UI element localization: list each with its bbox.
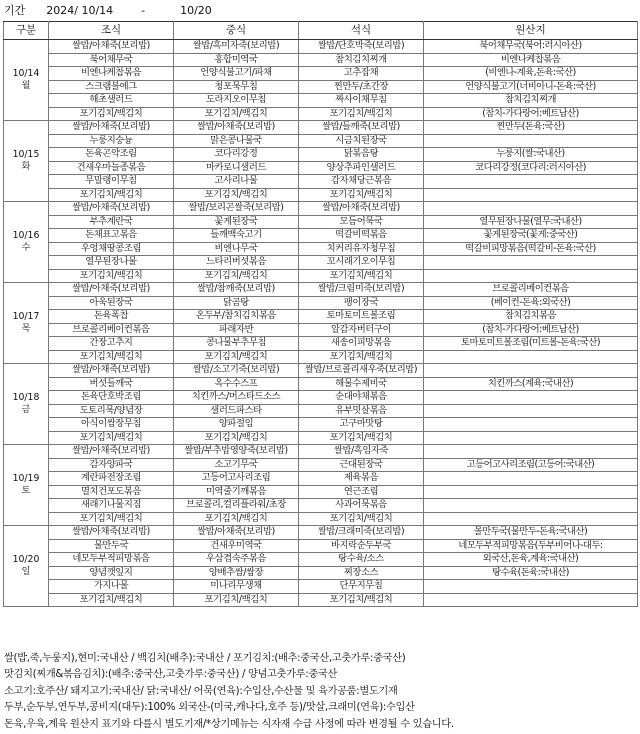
table-row (4, 377, 638, 391)
table-row (4, 593, 638, 607)
breakfast-cell: 멸치건포도볶음 (49, 485, 174, 499)
table-row (4, 526, 638, 540)
lunch-cell: 포기김치/백김치 (174, 188, 299, 202)
period-header (4, 3, 636, 19)
table-row (4, 418, 638, 432)
day-date: 10/15 (12, 148, 40, 160)
lunch-cell: 언양식불고기/파채 (174, 67, 299, 81)
breakfast-cell: 누룽지숭늉 (49, 134, 174, 148)
table-row (4, 296, 638, 310)
origin-cell: 외국산,돈육,계육:국내산) (424, 553, 638, 567)
dinner-cell: 탕수육/소스 (299, 553, 424, 567)
period-separator: - (141, 4, 146, 17)
table-row (4, 566, 638, 580)
origin-cell: (비엔나-계육,돈육:국산) (424, 67, 638, 81)
day-date: 10/19 (12, 472, 40, 484)
origin-cell (424, 134, 638, 148)
table-row (4, 175, 638, 189)
origin-cell (424, 269, 638, 283)
table-row (4, 431, 638, 445)
breakfast-cell: 쌀밥/아채죽(보리밥) (49, 364, 174, 378)
day-cell (4, 40, 49, 121)
day-weekday: 수 (21, 242, 31, 253)
day-weekday: 목 (21, 323, 31, 334)
breakfast-cell: 열무된장나물 (49, 256, 174, 270)
table-row (4, 161, 638, 175)
lunch-cell: 치킨까스/머스타드소스 (174, 391, 299, 405)
day-date: 10/16 (12, 229, 40, 241)
lunch-cell: 고사리나물 (174, 175, 299, 189)
dinner-cell: 찐만두/초간장 (299, 80, 424, 94)
dinner-cell: 바지락순두부국 (299, 539, 424, 553)
breakfast-cell: 돈육폭찹 (49, 310, 174, 324)
dinner-cell: 알감자버터구이 (299, 323, 424, 337)
origin-cell (424, 499, 638, 513)
origin-cell: 탕수육(돈육:국내산) (424, 566, 638, 580)
dinner-cell: 쌀밥/크림미죽(보리밥) (299, 283, 424, 297)
origin-cell (424, 202, 638, 216)
table-row (4, 553, 638, 567)
dinner-cell: 팽이장국 (299, 296, 424, 310)
breakfast-cell: 포기김치/백김치 (49, 188, 174, 202)
breakfast-cell: 간장고추지 (49, 337, 174, 351)
origin-cell: 몰만두국(물만두-돈육:국내산) (424, 526, 638, 540)
origin-cell (424, 431, 638, 445)
breakfast-cell: 스크램블에그 (49, 80, 174, 94)
lunch-cell: 청포묵무침 (174, 80, 299, 94)
lunch-cell: 쌀밥/흑미자죽(보리밥) (174, 40, 299, 54)
table-row (4, 391, 638, 405)
dinner-cell: 꼬시래기오이무침 (299, 256, 424, 270)
origin-cell (424, 256, 638, 270)
dinner-cell: 쌀밥/흑임자죽 (299, 445, 424, 459)
breakfast-cell: 쌀밥/아채죽(보리밥) (49, 445, 174, 459)
origin-cell (424, 404, 638, 418)
origin-cell (424, 472, 638, 486)
day-cell (4, 445, 49, 526)
table-row (4, 580, 638, 594)
origin-cell: 치킨까스(계육:국내산) (424, 377, 638, 391)
origin-cell (424, 485, 638, 499)
dinner-cell: 해물수제비국 (299, 377, 424, 391)
lunch-cell: 포기김치/백김치 (174, 512, 299, 526)
dinner-cell: 양상추파인샐러드 (299, 161, 424, 175)
header-origin: 원산지 (424, 22, 638, 40)
table-row (4, 472, 638, 486)
origin-cell (424, 512, 638, 526)
lunch-cell: 포기김치/백김치 (174, 593, 299, 607)
table-row (4, 40, 638, 54)
table-row (4, 350, 638, 364)
weekly-menu-table (3, 21, 638, 607)
lunch-cell: 포기김치/백김치 (174, 107, 299, 121)
period-label: 기간 (4, 4, 26, 17)
table-row (4, 445, 638, 459)
table-row (4, 242, 638, 256)
origin-cell: 누룽지(쌀:국내산) (424, 148, 638, 162)
origin-cell: 고등어고사리조림(고등어:국내산) (424, 458, 638, 472)
origin-cell (424, 445, 638, 459)
lunch-cell: 미나리무생채 (174, 580, 299, 594)
lunch-cell: 포기김치/백김치 (174, 269, 299, 283)
breakfast-cell: 계란파전장조림 (49, 472, 174, 486)
footer-line: 소고기:호주산/ 돼지고기:국내산/ 닭:국내산/ 어묵(연육):수입산,수산물 및 육가공품:별도기재 (4, 685, 398, 697)
day-date: 10/18 (12, 391, 40, 403)
table-row (4, 94, 638, 108)
day-cell (4, 202, 49, 283)
table-row (4, 134, 638, 148)
table-row (4, 256, 638, 270)
origin-cell: 언양식불고기(너비아니-돈육:국산) (424, 80, 638, 94)
footer-line: 돈육,우육,계육 원산지 표기와 다를시 별도기재/*상기메뉴는 식자재 수급 사정에 따라 변경될 수 있습니다. (4, 718, 454, 730)
origin-cell: 참치김치찌개 (424, 94, 638, 108)
day-cell (4, 526, 49, 607)
day-date: 10/17 (12, 310, 40, 322)
day-cell (4, 283, 49, 364)
dinner-cell: 시금치된장국 (299, 134, 424, 148)
dinner-cell: 고추잡채 (299, 67, 424, 81)
footer-line: 쌀(밥,죽,누룽지),현미:국내산 / 백김치(배추):국내산 / 포기김치:(배추:중국산,고춧가루:중국산) (4, 653, 406, 664)
dinner-cell: 포기김치/백김치 (299, 350, 424, 364)
table-row (4, 202, 638, 216)
origin-cell: 참치김치볶음 (424, 310, 638, 324)
breakfast-cell: 브로콜리베이컨볶음 (49, 323, 174, 337)
dinner-cell: 순대야채볶음 (299, 391, 424, 405)
lunch-cell: 도라지오이무침 (174, 94, 299, 108)
lunch-cell: 마카로니샐러드 (174, 161, 299, 175)
table-row (4, 80, 638, 94)
dinner-cell: 유부밋살볶음 (299, 404, 424, 418)
table-row (4, 188, 638, 202)
lunch-cell: 양파절임 (174, 418, 299, 432)
period-end: 10/20 (180, 4, 212, 17)
origin-cell (424, 188, 638, 202)
lunch-cell: 코다리강정 (174, 148, 299, 162)
breakfast-cell: 가지나물 (49, 580, 174, 594)
dinner-cell: 쌀밥/단호박죽(보리밥) (299, 40, 424, 54)
origin-cell (424, 364, 638, 378)
table-row (4, 539, 638, 553)
dinner-cell: 떡갈비떡볶음 (299, 229, 424, 243)
origin-cell (424, 175, 638, 189)
origin-cell: 브로콜리베이컨볶음 (424, 283, 638, 297)
table-row (4, 269, 638, 283)
breakfast-cell: 양념깻잎지 (49, 566, 174, 580)
origin-cell: 북어채무국(북어:러시아산) (424, 40, 638, 54)
dinner-cell: 짜사이채무침 (299, 94, 424, 108)
dinner-cell: 쌀밥/브로콜리새우죽(보리밥) (299, 364, 424, 378)
origin-cell: (베이컨-돈육:외국산) (424, 296, 638, 310)
origin-cell: (참치-가다랑어:베트남산) (424, 323, 638, 337)
lunch-cell: 옥수수스프 (174, 377, 299, 391)
breakfast-cell: 네모두부적피망볶음 (49, 553, 174, 567)
footer-line: 맛김치(찌개&볶음김치):(배추:중국산,고춧가루:중국산) / 양념고춧가루:중국산 (4, 669, 338, 681)
table-row (4, 53, 638, 67)
day-weekday: 화 (21, 161, 31, 172)
lunch-cell: 건새우미역국 (174, 539, 299, 553)
breakfast-cell: 쌀밥/아채죽(보리밥) (49, 202, 174, 216)
footer-line: 두부,순두부,연두부,콩비지(대두):100% 외국산-(미국,캐나다,호주 등)/맛살,크래미(연육):수입산 (4, 702, 415, 714)
origin-cell: 네모두부적피망볶음(두부비어나-대두: (424, 539, 638, 553)
menu-body (4, 40, 638, 607)
lunch-cell: 브로콜리,컬리플라워/초장 (174, 499, 299, 513)
dinner-cell: 포기김치/백김치 (299, 188, 424, 202)
breakfast-cell: 비엔나케찹볶음 (49, 67, 174, 81)
dinner-cell: 단무지무침 (299, 580, 424, 594)
dinner-cell: 쌀밥/아채죽(보리밥) (299, 202, 424, 216)
breakfast-cell: 물만두국 (49, 539, 174, 553)
dinner-cell: 모듬어묵국 (299, 215, 424, 229)
lunch-cell: 닭곰탕 (174, 296, 299, 310)
period-start: 2024/ 10/14 (46, 4, 114, 17)
origin-cell: 비엔나케찹볶음 (424, 53, 638, 67)
table-row (4, 499, 638, 513)
dinner-cell: 치커리유자청무침 (299, 242, 424, 256)
header-lunch: 중식 (174, 22, 299, 40)
breakfast-cell: 감자양파국 (49, 458, 174, 472)
dinner-cell: 제육볶음 (299, 472, 424, 486)
origin-cell (424, 580, 638, 594)
dinner-cell: 고구마맛탕 (299, 418, 424, 432)
lunch-cell: 홍합미역국 (174, 53, 299, 67)
table-row (4, 107, 638, 121)
breakfast-cell: 부추계란국 (49, 215, 174, 229)
origin-cell (424, 350, 638, 364)
lunch-cell: 포기김치/백김치 (174, 350, 299, 364)
table-row (4, 364, 638, 378)
day-weekday: 일 (21, 566, 31, 577)
breakfast-cell: 해초샐러드 (49, 94, 174, 108)
header-breakfast: 조식 (49, 22, 174, 40)
breakfast-cell: 쌀밥/아채죽(보리밥) (49, 121, 174, 135)
lunch-cell: 느타리버섯볶음 (174, 256, 299, 270)
breakfast-cell: 버섯들깨국 (49, 377, 174, 391)
origin-footer (4, 651, 636, 733)
dinner-cell: 새송이피망볶음 (299, 337, 424, 351)
breakfast-cell: 포기김치/백김치 (49, 350, 174, 364)
breakfast-cell: 쌀밥/아채죽(보리밥) (49, 526, 174, 540)
dinner-cell: 사과어묵볶음 (299, 499, 424, 513)
breakfast-cell: 새래기나물지짐 (49, 499, 174, 513)
origin-cell: 꽃게된장국(꽃게:중국산) (424, 229, 638, 243)
dinner-cell: 감자채당근볶음 (299, 175, 424, 189)
table-header-row (4, 22, 638, 40)
table-row (4, 485, 638, 499)
breakfast-cell: 포기김치/백김치 (49, 512, 174, 526)
dinner-cell: 포기김치/백김치 (299, 269, 424, 283)
lunch-cell: 우삼겹숙주볶음 (174, 553, 299, 567)
dinner-cell: 쌀밥/크래미죽(보리밥) (299, 526, 424, 540)
dinner-cell: 토마토미트볼조림 (299, 310, 424, 324)
breakfast-cell: 도토리묵/양념장 (49, 404, 174, 418)
header-category: 구분 (4, 22, 49, 40)
day-weekday: 월 (21, 80, 31, 91)
lunch-cell: 고등어고사리조림 (174, 472, 299, 486)
table-row (4, 323, 638, 337)
lunch-cell: 파래자반 (174, 323, 299, 337)
day-date: 10/20 (12, 553, 40, 565)
breakfast-cell: 포기김치/백김치 (49, 269, 174, 283)
origin-cell (424, 593, 638, 607)
origin-cell (424, 391, 638, 405)
dinner-cell: 포기김치/백김치 (299, 512, 424, 526)
breakfast-cell: 우엉채땅콩조림 (49, 242, 174, 256)
lunch-cell: 양배추쌈/쌈장 (174, 566, 299, 580)
lunch-cell: 꽃게된장국 (174, 215, 299, 229)
lunch-cell: 쌀밥/아채죽(보리밥) (174, 121, 299, 135)
origin-cell: 찐만두(돈육:국산) (424, 121, 638, 135)
breakfast-cell: 무말랭이무침 (49, 175, 174, 189)
origin-cell: 코다리강정(코다리:러시아산) (424, 161, 638, 175)
table-row (4, 404, 638, 418)
lunch-cell: 콩나물부추무침 (174, 337, 299, 351)
lunch-cell: 쌀밥/소고기죽(보리밥) (174, 364, 299, 378)
dinner-cell: 연근조림 (299, 485, 424, 499)
lunch-cell: 샐러드파스타 (174, 404, 299, 418)
table-row (4, 310, 638, 324)
table-row (4, 283, 638, 297)
breakfast-cell: 아욱된장국 (49, 296, 174, 310)
origin-cell (424, 418, 638, 432)
breakfast-cell: 쌀밥/아채죽(보리밥) (49, 40, 174, 54)
breakfast-cell: 포기김치/백김치 (49, 107, 174, 121)
lunch-cell: 쌀밥/아채죽(보리밥) (174, 526, 299, 540)
day-weekday: 금 (21, 404, 31, 415)
lunch-cell: 온두부/참치김치볶음 (174, 310, 299, 324)
breakfast-cell: 돈육곤약조림 (49, 148, 174, 162)
dinner-cell: 근대된장국 (299, 458, 424, 472)
table-row (4, 229, 638, 243)
lunch-cell: 비엔나무국 (174, 242, 299, 256)
table-row (4, 512, 638, 526)
day-weekday: 토 (21, 485, 31, 496)
dinner-cell: 닭볶음탕 (299, 148, 424, 162)
origin-cell: 열무된장나물(열무:국내산) (424, 215, 638, 229)
table-row (4, 337, 638, 351)
header-dinner: 석식 (299, 22, 424, 40)
dinner-cell: 참치김치찌개 (299, 53, 424, 67)
breakfast-cell: 아식이쌈장무침 (49, 418, 174, 432)
breakfast-cell: 북어채무국 (49, 53, 174, 67)
breakfast-cell: 건새우마늘종볶음 (49, 161, 174, 175)
table-row (4, 458, 638, 472)
table-row (4, 67, 638, 81)
lunch-cell: 소고기무국 (174, 458, 299, 472)
origin-cell: (참치-가다랑어:베트남산) (424, 107, 638, 121)
lunch-cell: 들깨백숙고기 (174, 229, 299, 243)
day-date: 10/14 (12, 67, 40, 79)
table-row (4, 121, 638, 135)
breakfast-cell: 포기김치/백김치 (49, 593, 174, 607)
breakfast-cell: 포기김치/백김치 (49, 431, 174, 445)
dinner-cell: 포기김치/백김치 (299, 107, 424, 121)
table-row (4, 148, 638, 162)
dinner-cell: 쌀밥/들깨죽(보리밥) (299, 121, 424, 135)
day-cell (4, 364, 49, 445)
lunch-cell: 쌀밥/부추밥영양죽(보리밥) (174, 445, 299, 459)
breakfast-cell: 돈채표고볶음 (49, 229, 174, 243)
day-cell (4, 121, 49, 202)
lunch-cell: 포기김치/백김치 (174, 431, 299, 445)
breakfast-cell: 돈육단호박조림 (49, 391, 174, 405)
lunch-cell: 쌀밥/보리곤쌀죽(보리밥) (174, 202, 299, 216)
breakfast-cell: 쌀밥/아채죽(보리밥) (49, 283, 174, 297)
dinner-cell: 포기김치/백김치 (299, 431, 424, 445)
origin-cell: 토마토미트볼조림(미트볼-돈육:국산) (424, 337, 638, 351)
dinner-cell: 찌장소스 (299, 566, 424, 580)
origin-cell: 떡갈비피망볶음(떡갈비-돈육:국산) (424, 242, 638, 256)
lunch-cell: 맑은콩나물국 (174, 134, 299, 148)
table-row (4, 215, 638, 229)
dinner-cell: 포기김치/백김치 (299, 593, 424, 607)
lunch-cell: 미역줄기깨볶음 (174, 485, 299, 499)
lunch-cell: 쌀밥/참깨죽(보리밥) (174, 283, 299, 297)
